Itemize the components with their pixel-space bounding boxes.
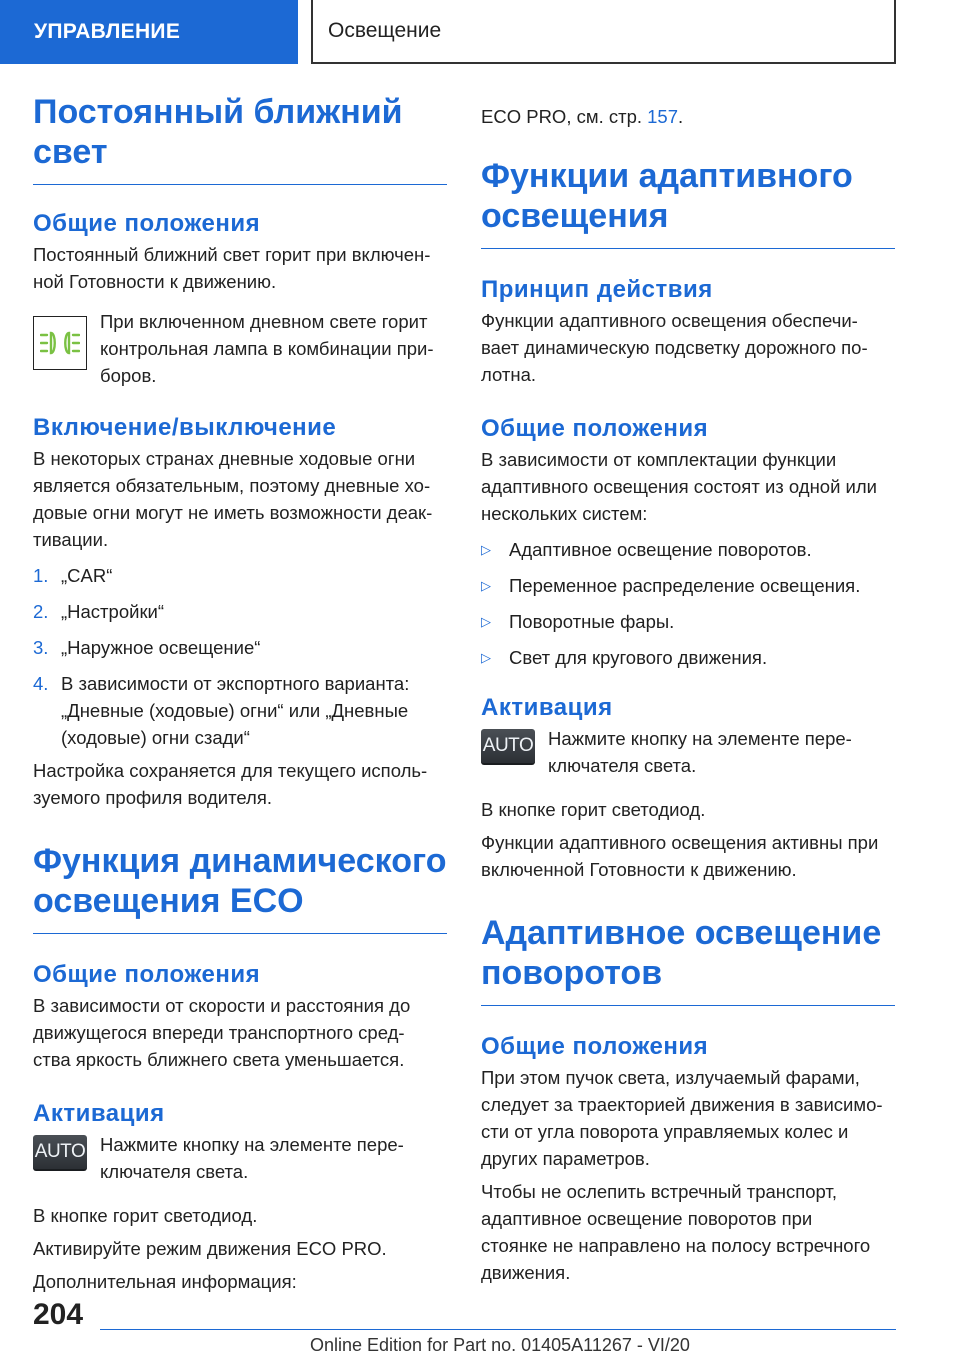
- section-tab: УПРАВЛЕНИЕ: [0, 0, 298, 64]
- heading-adaptive-lighting: Функции адаптивного освещения: [481, 157, 853, 235]
- systems-list: [481, 536, 895, 671]
- list-item: ▷ Адаптивное освещение поворотов.: [481, 536, 895, 563]
- daytime-running-lights-icon: [33, 316, 87, 370]
- heading-adaptive-cornering: Адаптивное освещение поворотов: [481, 914, 882, 992]
- list-item: ▷ Поворотные фары.: [481, 608, 895, 635]
- list-item: 4. В зависимости от экспортного варианта: „Дневные (ходовые) огни“ или „Дневные (ходовые) огни сзади“: [33, 673, 410, 748]
- auto-button-icon: AUTO: [33, 1135, 87, 1171]
- paragraph: Настройка сохраняется для текущего исполь- зуемого профиля водителя.: [33, 760, 428, 808]
- footer-divider: [100, 1329, 896, 1330]
- auto-button-icon: AUTO: [481, 729, 535, 765]
- paragraph: Постоянный ближний свет горит при включен- ной Готовности к движению.: [33, 244, 431, 292]
- divider: [481, 248, 895, 249]
- paragraph: В зависимости от комплектации функции адаптивного освещения состоят из одной или нескольких систем:: [481, 449, 878, 524]
- heading-constant-low-beam: Постоянный ближний свет: [33, 93, 403, 171]
- triangle-bullet-icon: ▷: [481, 578, 491, 593]
- drl-note: [33, 308, 447, 389]
- subheading-general: Общие положения: [33, 210, 261, 237]
- drl-text: При включенном дневном свете горит контрольная лампа в комбинации при- боров.: [100, 311, 434, 386]
- subheading-activation: Активация: [33, 1100, 165, 1127]
- activation-note: AUTO Нажмите кнопку на элементе пере- ключателя света.: [34, 1134, 404, 1182]
- divider: [33, 184, 447, 185]
- paragraph: Функции адаптивного освещения активны при включенной Готовности к движению.: [481, 832, 879, 880]
- chapter-title: Освещение: [311, 0, 896, 64]
- right-column: [481, 103, 895, 1286]
- paragraph: При этом пучок света, излучаемый фарами, следует за траекторией движения в зависимо- сти от угла поворота управляемых колес и других параметров.: [481, 1067, 883, 1169]
- list-item: 3. „Наружное освещение“: [33, 637, 261, 658]
- subheading-principle: Принцип действия: [481, 276, 713, 303]
- divider: [33, 933, 447, 934]
- paragraph: Дополнительная информация:: [33, 1271, 297, 1292]
- paragraph: Активируйте режим движения ECO PRO.: [33, 1238, 387, 1259]
- subheading-activation: Активация: [481, 694, 613, 721]
- page-number: 204: [33, 1298, 84, 1331]
- paragraph: В некоторых странах дневные ходовые огни является обязательным, поэтому дневные хо- довые огни могут не иметь возможности деак- тивации.: [33, 448, 433, 550]
- page-link[interactable]: 157: [647, 106, 679, 127]
- subheading-general: Общие положения: [481, 1033, 709, 1060]
- paragraph: Чтобы не ослепить встречный транспорт, адаптивное освещение поворотов при стоянке не направлено на полосу встречного движения.: [481, 1181, 871, 1283]
- paragraph: В зависимости от скорости и расстояния до движущегося впереди транспортного сред- ства яркость ближнего света уменьшается.: [33, 995, 411, 1070]
- paragraph: Функции адаптивного освещения обеспечи- вает динамическую подсветку дорожного по- лотна.: [481, 310, 868, 385]
- list-item: 2. „Настройки“: [33, 601, 165, 622]
- subheading-general: Общие положения: [33, 961, 261, 988]
- triangle-bullet-icon: ▷: [481, 614, 491, 629]
- list-item: ▷ Переменное распределение освещения.: [481, 572, 895, 599]
- edition-note: Online Edition for Part no. 01405A11267 - VI/20: [310, 1335, 690, 1355]
- left-column: [33, 92, 447, 1295]
- heading-eco-lighting: Функция динамического освещения ECO: [33, 842, 447, 920]
- list-item: 1. „CAR“: [33, 565, 113, 586]
- paragraph: В кнопке горит светодиод.: [481, 799, 706, 820]
- activation-note: AUTO Нажмите кнопку на элементе пере- ключателя света.: [482, 728, 852, 776]
- subheading-on-off: Включение/выключение: [33, 414, 337, 441]
- subheading-general: Общие положения: [481, 415, 709, 442]
- divider: [481, 1005, 895, 1006]
- paragraph: В кнопке горит светодиод.: [33, 1205, 258, 1226]
- triangle-bullet-icon: ▷: [481, 650, 491, 665]
- steps-list: [33, 562, 447, 751]
- list-item: ▷ Свет для кругового движения.: [481, 644, 895, 671]
- eco-pro-reference: ECO PRO, см. стр. 157.: [481, 106, 684, 127]
- triangle-bullet-icon: ▷: [481, 542, 491, 557]
